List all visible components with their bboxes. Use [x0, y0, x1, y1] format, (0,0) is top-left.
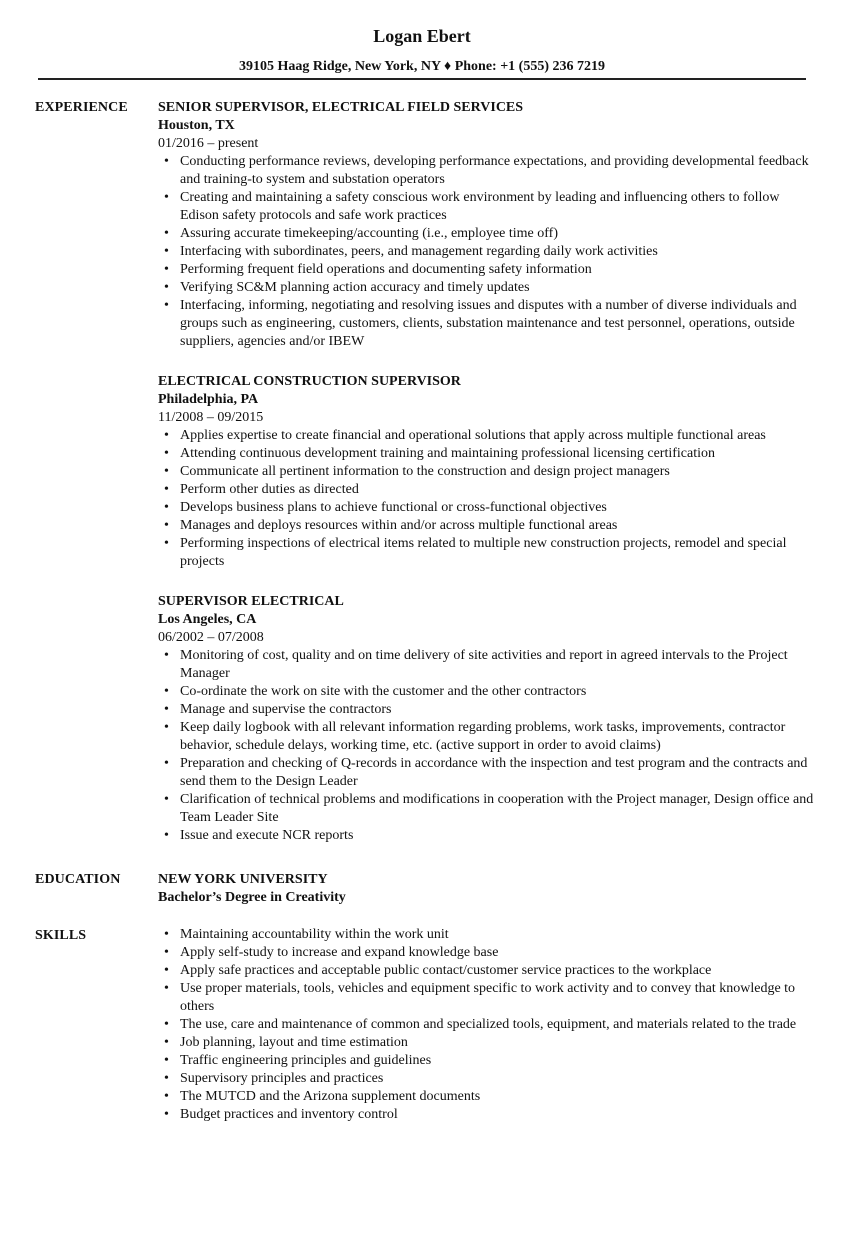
- list-item: [158, 701, 816, 719]
- list-item: [158, 791, 816, 827]
- list-item: [158, 755, 816, 791]
- skill-text: Apply self-study to increase and expand knowledge base: [180, 945, 499, 960]
- bullet-text: Keep daily logbook with all relevant information regarding problems, work tasks, improvements, contractor behavior, schedule delays, working time, etc. (active support in order to avoid claims): [180, 720, 786, 753]
- bullet-icon: •: [164, 648, 169, 663]
- bullet-text: Conducting performance reviews, developing performance expectations, and providing developmental feedback and training-to system and substation operators: [180, 154, 809, 187]
- bullet-text: Preparation and checking of Q-records in accordance with the inspection and test program and the contracts and send them to the Design Leader: [180, 756, 808, 789]
- list-item: [158, 1052, 816, 1070]
- skill-text: Budget practices and inventory control: [180, 1107, 398, 1122]
- skill-text: Supervisory principles and practices: [180, 1071, 384, 1086]
- bullet-text: Clarification of technical problems and modifications in cooperation with the Project manager, Design office and Team Leader Site: [180, 792, 814, 825]
- job-dates: 01/2016 – present: [158, 136, 259, 151]
- contact-line: 39105 Haag Ridge, New York, NY ♦ Phone: +1 (555) 236 7219: [238, 59, 605, 74]
- bullet-icon: •: [164, 963, 169, 978]
- bullet-icon: •: [164, 720, 169, 735]
- list-item: [158, 261, 816, 279]
- bullet-text: Interfacing, informing, negotiating and resolving issues and disputes with a number of diverse individuals and groups such as engineering, customers, clients, substation maintenance and test personnel, operations, outside suppliers, agencies and/or IBEW: [180, 298, 797, 349]
- list-item: [158, 499, 816, 517]
- bullet-icon: •: [164, 482, 169, 497]
- list-item: [158, 980, 816, 1016]
- job-title: ELECTRICAL CONSTRUCTION SUPERVISOR: [158, 374, 461, 389]
- bullet-icon: •: [164, 518, 169, 533]
- skill-text: Use proper materials, tools, vehicles and equipment specific to work activity and to convey that knowledge to others: [180, 981, 796, 1014]
- bullet-icon: •: [164, 280, 169, 295]
- list-item: [158, 279, 816, 297]
- list-item: [158, 225, 816, 243]
- skill-text: Traffic engineering principles and guidelines: [180, 1053, 432, 1068]
- bullet-icon: •: [164, 244, 169, 259]
- bullet-icon: •: [164, 464, 169, 479]
- skill-text: Maintaining accountability within the work unit: [180, 927, 449, 942]
- bullet-icon: •: [164, 298, 169, 313]
- bullet-text: Communicate all pertinent information to the construction and design project managers: [180, 464, 670, 479]
- skill-text: Apply safe practices and acceptable public contact/customer service practices to the workplace: [180, 963, 712, 978]
- list-item: [158, 153, 816, 189]
- skills-list-wrapper: [158, 926, 816, 1124]
- list-item: [158, 517, 816, 535]
- bullet-text: Manage and supervise the contractors: [180, 702, 392, 717]
- list-item: [158, 719, 816, 755]
- list-item: [158, 647, 816, 683]
- bullet-icon: •: [164, 1107, 169, 1122]
- list-item: [158, 481, 816, 499]
- bullet-icon: •: [164, 1089, 169, 1104]
- bullet-icon: •: [164, 945, 169, 960]
- bullet-icon: •: [164, 1017, 169, 1032]
- bullet-icon: •: [164, 756, 169, 771]
- bullet-text: Verifying SC&M planning action accuracy and timely updates: [180, 280, 530, 295]
- bullet-icon: •: [164, 792, 169, 807]
- list-item: [158, 1106, 816, 1124]
- bullet-icon: •: [164, 428, 169, 443]
- bullet-text: Applies expertise to create financial and operational solutions that apply across multiple functional areas: [180, 428, 766, 443]
- bullet-icon: •: [164, 1035, 169, 1050]
- job-title: SENIOR SUPERVISOR, ELECTRICAL FIELD SERVICES: [158, 100, 524, 115]
- bullet-icon: •: [164, 226, 169, 241]
- bullet-icon: •: [164, 1071, 169, 1086]
- bullet-text: Monitoring of cost, quality and on time delivery of site activities and report in agreed intervals to the Project Manager: [180, 648, 788, 681]
- skill-text: The MUTCD and the Arizona supplement documents: [180, 1089, 481, 1104]
- skill-text: Job planning, layout and time estimation: [180, 1035, 408, 1050]
- bullet-text: Assuring accurate timekeeping/accounting (i.e., employee time off): [180, 226, 558, 241]
- bullet-icon: •: [164, 828, 169, 843]
- list-item: [158, 427, 816, 445]
- bullet-text: Perform other duties as directed: [180, 482, 359, 497]
- list-item: [158, 297, 816, 351]
- list-item: [158, 1034, 816, 1052]
- skills-heading: SKILLS: [35, 928, 87, 943]
- list-item: [158, 535, 816, 571]
- job-entry-2: [158, 373, 816, 571]
- job-dates: 11/2008 – 09/2015: [158, 410, 264, 425]
- bullet-text: Co-ordinate the work on site with the customer and the other contractors: [180, 684, 587, 699]
- list-item: [158, 1016, 816, 1034]
- degree-name: Bachelor’s Degree in Creativity: [158, 890, 346, 905]
- list-item: [158, 944, 816, 962]
- bullet-icon: •: [164, 536, 169, 551]
- bullet-icon: •: [164, 1053, 169, 1068]
- job-location: Philadelphia, PA: [158, 392, 259, 407]
- bullet-text: Issue and execute NCR reports: [180, 828, 354, 843]
- experience-heading: EXPERIENCE: [35, 100, 128, 115]
- bullet-icon: •: [164, 981, 169, 996]
- resume-header: [38, 0, 806, 80]
- bullet-icon: •: [164, 927, 169, 942]
- list-item: [158, 827, 816, 845]
- job-location: Houston, TX: [158, 118, 235, 133]
- bullet-icon: •: [164, 702, 169, 717]
- bullet-icon: •: [164, 684, 169, 699]
- job-location: Los Angeles, CA: [158, 612, 257, 627]
- list-item: [158, 926, 816, 944]
- list-item: [158, 1070, 816, 1088]
- education-heading: EDUCATION: [35, 872, 121, 887]
- job-bullets: [158, 427, 816, 571]
- job-entry-3: [158, 593, 816, 845]
- list-item: [158, 243, 816, 261]
- job-title: SUPERVISOR ELECTRICAL: [158, 594, 344, 609]
- list-item: [158, 463, 816, 481]
- candidate-name: Logan Ebert: [373, 26, 471, 46]
- job-dates: 06/2002 – 07/2008: [158, 630, 264, 645]
- school-name: NEW YORK UNIVERSITY: [158, 872, 328, 887]
- bullet-icon: •: [164, 446, 169, 461]
- list-item: [158, 1088, 816, 1106]
- list-item: [158, 189, 816, 225]
- list-item: [158, 962, 816, 980]
- bullet-text: Develops business plans to achieve functional or cross-functional objectives: [180, 500, 607, 515]
- bullet-text: Performing inspections of electrical items related to multiple new construction projects, remodel and special projects: [180, 536, 787, 569]
- bullet-text: Manages and deploys resources within and/or across multiple functional areas: [180, 518, 618, 533]
- bullet-text: Performing frequent field operations and documenting safety information: [180, 262, 592, 277]
- skills-list: [158, 926, 816, 1124]
- list-item: [158, 445, 816, 463]
- education-entry: [158, 871, 816, 907]
- bullet-icon: •: [164, 190, 169, 205]
- job-bullets: [158, 647, 816, 845]
- bullet-icon: •: [164, 500, 169, 515]
- bullet-icon: •: [164, 262, 169, 277]
- bullet-icon: •: [164, 154, 169, 169]
- job-bullets: [158, 153, 816, 351]
- list-item: [158, 683, 816, 701]
- job-entry-1: [158, 99, 816, 351]
- bullet-text: Creating and maintaining a safety conscious work environment by leading and influencing others to follow Edison safety protocols and safe work practices: [180, 190, 780, 223]
- bullet-text: Interfacing with subordinates, peers, and management regarding daily work activities: [180, 244, 658, 259]
- bullet-text: Attending continuous development training and maintaining professional licensing certification: [180, 446, 715, 461]
- skill-text: The use, care and maintenance of common and specialized tools, equipment, and materials related to the trade: [180, 1017, 797, 1032]
